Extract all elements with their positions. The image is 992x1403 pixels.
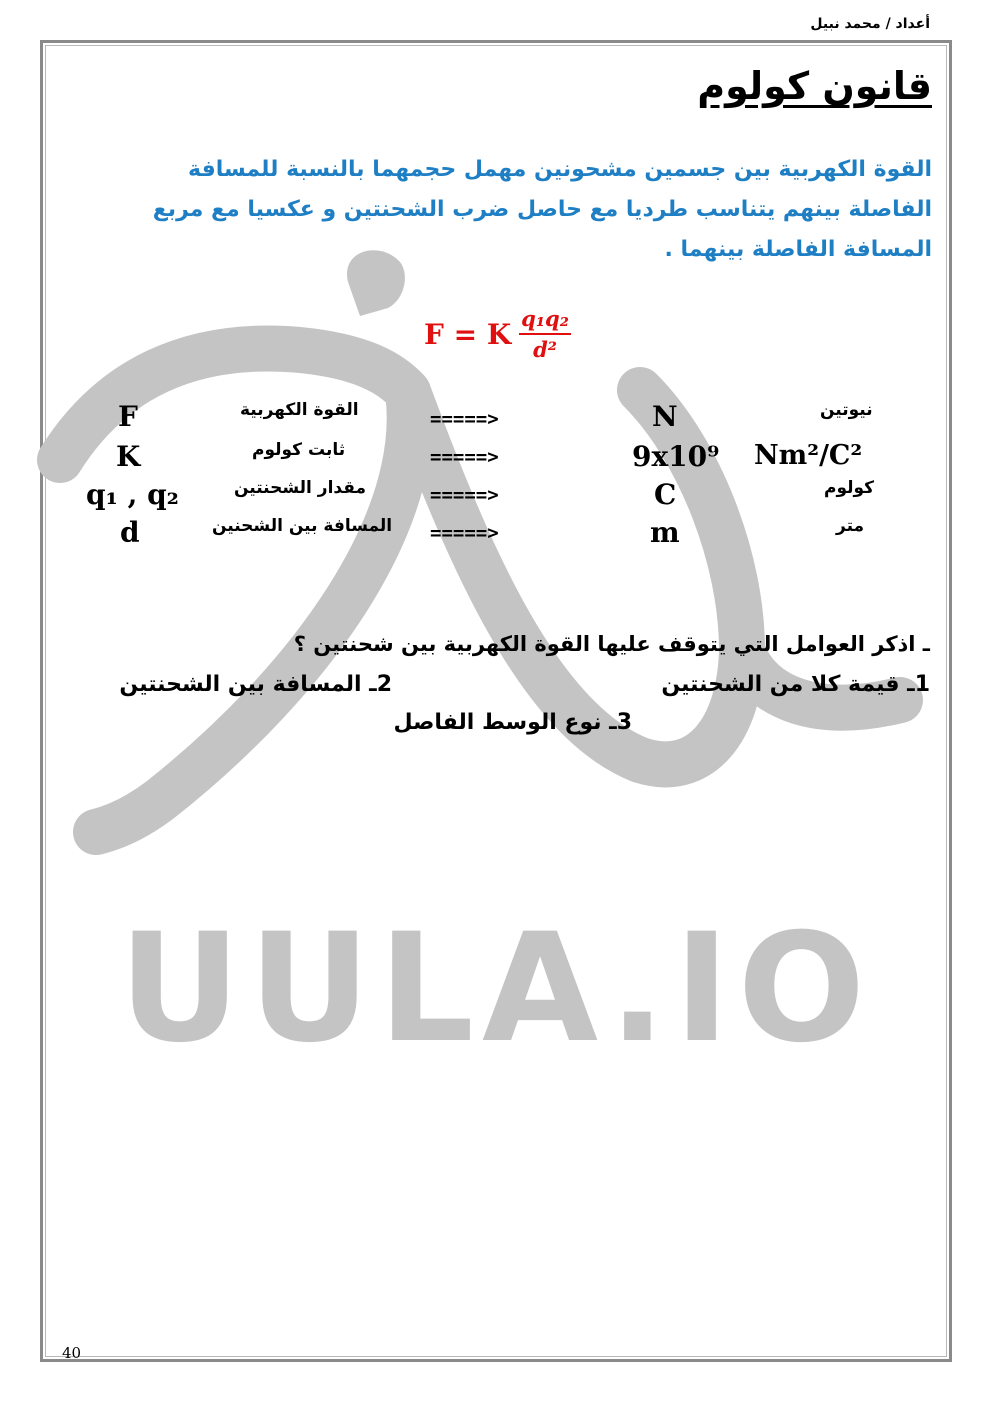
variable-name: مقدار الشحنتين (234, 478, 366, 498)
page-title: قانون كولوم (697, 64, 932, 108)
variable-name: القوة الكهربية (240, 400, 359, 420)
law-definition: القوة الكهربية بين جسمين مشحونين مهمل حجمهما بالنسبة للمسافة الفاصلة بينهم يتناسب طرديا مع حاصل ضرب الشحنتين و عكسيا مع مربع المسافة الفاصلة بينهما . (152, 157, 932, 262)
variable-symbol: K (116, 440, 141, 473)
answer-item: 3ـ نوع الوسط الفاصل (393, 710, 632, 735)
author-header: أعداد / محمد نبيل (810, 16, 930, 32)
formula-lhs: F = K (424, 317, 512, 351)
arrow: =====> (430, 522, 499, 544)
arrow: =====> (430, 408, 499, 430)
variable-unit: N (652, 400, 678, 433)
formula-numerator: q₁q₂ (519, 306, 571, 335)
variable-unit-name: نيوتين (820, 400, 873, 420)
variable-unit-name: كولوم (824, 478, 875, 498)
variable-name: المسافة بين الشحنين (212, 516, 393, 536)
variable-symbol: q₁ , q₂ (86, 478, 179, 511)
arrow: =====> (430, 484, 499, 506)
variable-unit: C (654, 478, 677, 511)
question: ـ اذكر العوامل التي يتوقف عليها القوة الكهربية بين شحنتين ؟ (293, 632, 930, 656)
watermark-text: UULA.IO (118, 902, 874, 1076)
answer-item: 1ـ قيمة كلا من الشحنتين (661, 672, 930, 697)
variable-unit-name: Nm²/C² (754, 440, 863, 471)
variable-name: ثابت كولوم (252, 440, 346, 460)
coulomb-formula (424, 306, 571, 362)
variable-symbol: d (120, 516, 140, 549)
page-number: 40 (62, 1344, 82, 1362)
variable-unit: 9x10⁹ (632, 440, 720, 473)
variable-unit-name: متر (836, 516, 865, 536)
formula-fraction (519, 306, 571, 362)
variable-unit: m (650, 516, 680, 549)
answer-item: 2ـ المسافة بين الشحنتين (119, 672, 392, 697)
variable-symbol: F (118, 400, 138, 433)
arrow: =====> (430, 446, 499, 468)
formula-denominator: d² (533, 337, 557, 362)
